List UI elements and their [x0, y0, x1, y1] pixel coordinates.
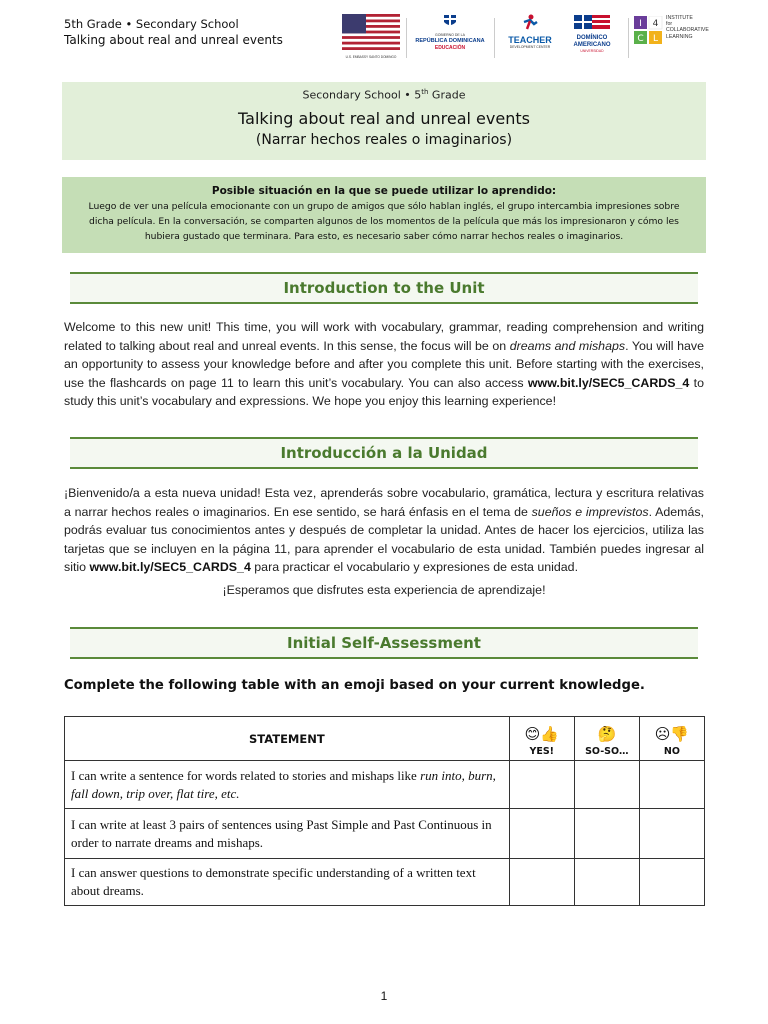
col-no: ☹👎 NO — [639, 717, 704, 761]
yes-cell[interactable] — [509, 809, 574, 859]
table-row — [65, 859, 705, 906]
cards-link[interactable]: www.bit.ly/SEC5_CARDS_4 — [527, 375, 690, 390]
teacher-center-logo: TEACHER DEVELOPMENT CENTER — [502, 14, 558, 58]
svg-text:C: C — [637, 34, 644, 44]
intro-es-closing: ¡Esperamos que disfrutes esta experiencia de aprendizaje! — [222, 583, 546, 597]
so-so-cell[interactable] — [574, 761, 639, 809]
intro-en-paragraph: Welcome to this new unit! This time, you will work with vocabulary, grammar, reading comprehension and writing related to talking about real and unreal events. In this sense, the focus will be on dreams and mishaps. You will have an opportunity to assess your knowledge before and after you complete this unit. Before starting with the exercises, use the flashcards on page 11 to learn this unit’s vocabulary. You can also access www.bit.ly/SEC5_CARDS_4 to study this unit’s vocabulary and expressions. We hope you enjoy this learning experience! — [64, 320, 705, 408]
thinking-face-icon: 🤔 — [597, 725, 617, 743]
level-label: Secondary School • 5th Grade — [302, 88, 466, 102]
situation-heading: Posible situación en la que se puede utilizar lo aprendido: — [211, 185, 557, 197]
statement-cell: I can write at least 3 pairs of sentences using Past Simple and Past Continuous in order to narrate dreams and mishaps. — [65, 809, 510, 859]
situation-body: Luego de ver una película emocionante con un grupo de amigos que sólo hablan inglés, el grupo intercambia impresiones sobre dicha película. En la conversación, se comparten algunos de los momentos de la película que más los impresionaron y cómo les hubiera gustado que terminara. Para esto, es necesario saber cómo narrar hechos reales o imaginarios. — [88, 201, 680, 242]
unit-title: Talking about real and unreal events — [238, 108, 530, 128]
us-flag-logo: U.S. EMBASSY SANTO DOMINGO — [342, 14, 402, 58]
col-so-so: 🤔 SO-SO… — [574, 717, 639, 761]
assessment-instruction: Complete the following table with an emoji based on your current knowledge. — [64, 678, 645, 693]
section-heading-intro-es: Introducción a la Unidad — [70, 437, 698, 469]
yes-cell[interactable] — [509, 761, 574, 809]
unit-title-box — [62, 82, 706, 160]
svg-text:4: 4 — [652, 19, 659, 29]
coat-of-arms-icon — [442, 14, 458, 28]
cards-link-es[interactable]: www.bit.ly/SEC5_CARDS_4 — [89, 560, 251, 574]
page-number: 1 — [380, 989, 388, 1003]
no-cell[interactable] — [639, 809, 704, 859]
svg-text:I: I — [639, 19, 642, 29]
flags-icon — [574, 14, 610, 30]
situation-box — [62, 177, 706, 253]
yes-cell[interactable] — [509, 859, 574, 906]
sad-thumbs-down-icon: ☹👎 — [654, 725, 690, 743]
no-cell[interactable] — [639, 761, 704, 809]
running-header — [64, 16, 283, 48]
statement-cell: I can write a sentence for words related to stories and mishaps like run into, burn, fall down, trip over, flat tire, etc. — [65, 761, 510, 809]
intro-es-paragraph: ¡Bienvenido/a a esta nueva unidad! Esta vez, aprenderás sobre vocabulario, gramática, lectura y escritura relativas a narrar hechos reales o imaginarios. En ese sentido, se hará énfasis en el tema de sueños e imprevistos. Además, podrás evaluar tus conocimientos antes y después de completar la unidad. Antes de hacer los ejercicios, utiliza las tarjetas que se incluyen en la página 11, para aprender el vocabulario de esta unidad. También puedes ingresar al sitio www.bit.ly/SEC5_CARDS_4 para practicar el vocabulario y expresiones de esta unidad. — [64, 486, 704, 574]
table-row — [65, 809, 705, 859]
svg-text:L: L — [652, 34, 659, 44]
sponsor-logos — [340, 14, 710, 58]
statement-cell: I can answer questions to demonstrate specific understanding of a written text about dreams. — [65, 859, 510, 906]
self-assessment-table — [64, 716, 705, 906]
so-so-cell[interactable] — [574, 859, 639, 906]
col-statement: STATEMENT — [65, 717, 510, 761]
section-heading-intro-en: Introduction to the Unit — [70, 272, 698, 304]
icl-blocks-icon — [634, 16, 664, 50]
runner-icon — [521, 14, 539, 30]
header-grade: 5th Grade • Secondary School — [64, 17, 239, 31]
no-cell[interactable] — [639, 859, 704, 906]
happy-thumbs-up-icon: 😊👍 — [524, 725, 559, 743]
header-unit-title: Talking about real and unreal events — [64, 33, 283, 47]
icl-logo: I 4 C L INSTITUTE for COLLABORATIVE LEARNING — [634, 14, 710, 58]
col-yes: 😊👍 YES! — [509, 717, 574, 761]
table-row — [65, 761, 705, 809]
dominico-americano-logo: DOMÍNICO AMERICANO UNIVERSIDAD — [560, 14, 624, 58]
so-so-cell[interactable] — [574, 809, 639, 859]
unit-subtitle: (Narrar hechos reales o imaginarios) — [255, 131, 513, 148]
gov-rd-logo: GOBIERNO DE LA REPÚBLICA DOMINICANA EDUCACIÓN — [410, 14, 490, 58]
section-heading-self-assessment: Initial Self-Assessment — [70, 627, 698, 659]
